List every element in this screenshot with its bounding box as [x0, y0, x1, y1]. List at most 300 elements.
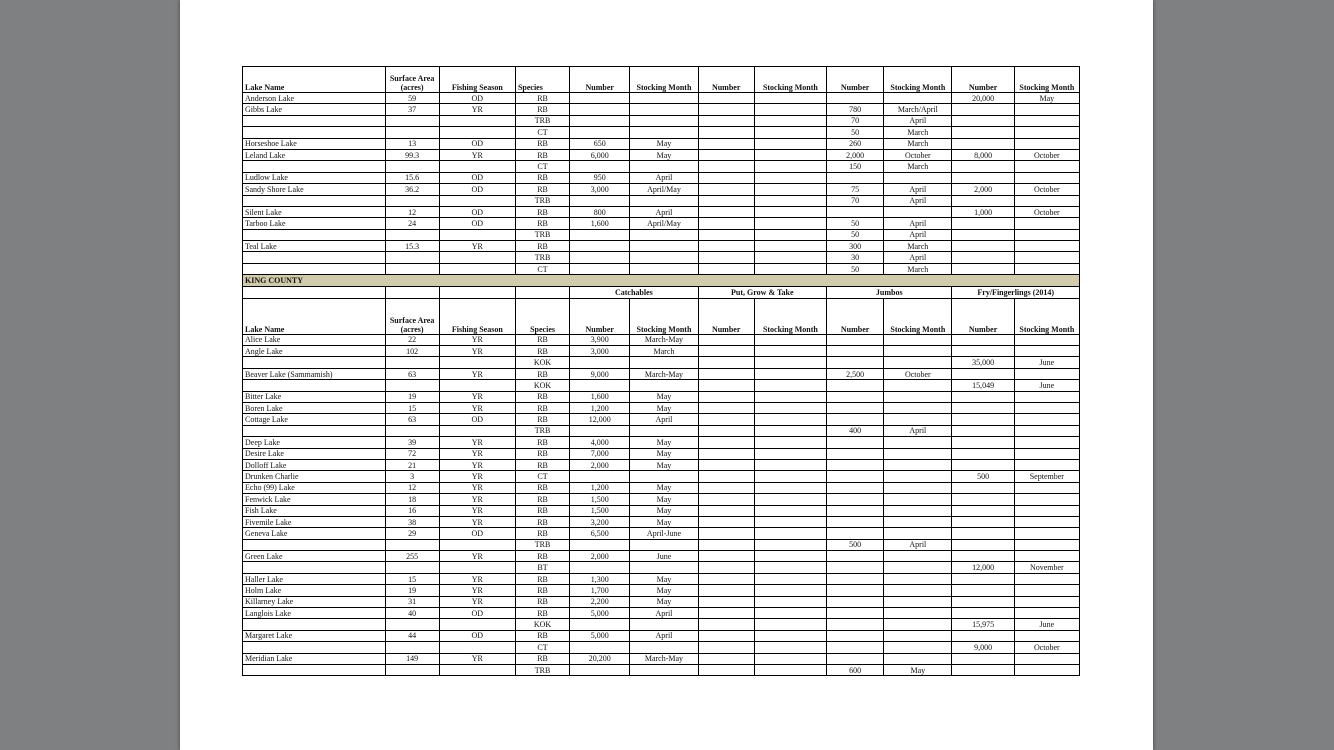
- table-cell: [698, 357, 754, 368]
- table-cell: [570, 93, 630, 104]
- table-cell: [698, 653, 754, 664]
- table-cell: [385, 115, 439, 126]
- table-cell: [754, 138, 826, 149]
- table-cell: [952, 573, 1014, 584]
- table-cell: [698, 664, 754, 675]
- table-cell: [570, 195, 630, 206]
- table-cell: [952, 391, 1014, 402]
- table-cell: [1014, 368, 1079, 379]
- table-cell: [243, 127, 386, 138]
- table-cell: [827, 608, 884, 619]
- table-cell: [630, 127, 698, 138]
- table-row: [243, 229, 1080, 240]
- table-cell: May: [630, 459, 698, 470]
- table-cell: [630, 425, 698, 436]
- table-cell: [1014, 528, 1079, 539]
- table-cell: 19: [385, 585, 439, 596]
- table-cell: [952, 241, 1014, 252]
- table-cell: RB: [515, 437, 569, 448]
- table-cell: 3,000: [570, 346, 630, 357]
- table-cell: Langlois Lake: [243, 608, 386, 619]
- table-cell: BT: [515, 562, 569, 573]
- table-cell: [698, 252, 754, 263]
- table-cell: [827, 630, 884, 641]
- table-cell: RB: [515, 573, 569, 584]
- table-row: [243, 573, 1080, 584]
- table-row: [243, 380, 1080, 391]
- table-cell: [570, 562, 630, 573]
- table-row: [243, 184, 1080, 195]
- table-cell: [630, 252, 698, 263]
- table-cell: YR: [439, 437, 515, 448]
- table-cell: [698, 127, 754, 138]
- table-cell: 59: [385, 93, 439, 104]
- table-cell: [952, 608, 1014, 619]
- table-cell: RB: [515, 653, 569, 664]
- table-cell: [698, 608, 754, 619]
- table-cell: 63: [385, 368, 439, 379]
- header-lake-name: Lake Name: [243, 298, 386, 334]
- table-cell: 30: [827, 252, 884, 263]
- table-cell: YR: [439, 334, 515, 345]
- table-cell: [1014, 437, 1079, 448]
- table-row: [243, 516, 1080, 527]
- table-cell: [754, 437, 826, 448]
- table-cell: [754, 229, 826, 240]
- table-cell: [827, 459, 884, 470]
- table-cell: [754, 516, 826, 527]
- table-cell: April-June: [630, 528, 698, 539]
- group-put-grow-take: Put, Grow & Take: [698, 286, 826, 298]
- group-jumbos: Jumbos: [827, 286, 952, 298]
- table-cell: April: [884, 195, 952, 206]
- table-cell: [1014, 516, 1079, 527]
- table-cell: RB: [515, 93, 569, 104]
- table-cell: 800: [570, 206, 630, 217]
- table-cell: [1014, 218, 1079, 229]
- table-cell: Drunken Charlie: [243, 471, 386, 482]
- table-cell: [884, 471, 952, 482]
- table-cell: 16: [385, 505, 439, 516]
- table-row: [243, 539, 1080, 550]
- table-cell: [952, 551, 1014, 562]
- county-header-row: [243, 275, 1080, 286]
- header-stocking-month: Stocking Month: [884, 298, 952, 334]
- table-cell: 2,000: [827, 149, 884, 160]
- table-cell: [1014, 494, 1079, 505]
- table-body: [243, 67, 1080, 676]
- table-cell: [570, 252, 630, 263]
- table-cell: [243, 115, 386, 126]
- table-cell: CT: [515, 263, 569, 274]
- table-cell: Bitter Lake: [243, 391, 386, 402]
- table-cell: [698, 380, 754, 391]
- table-cell: [698, 149, 754, 160]
- table-cell: May: [630, 505, 698, 516]
- table-cell: RB: [515, 104, 569, 115]
- table-cell: YR: [439, 653, 515, 664]
- table-cell: 149: [385, 653, 439, 664]
- table-cell: [570, 127, 630, 138]
- table-cell: KOK: [515, 357, 569, 368]
- table-cell: 19: [385, 391, 439, 402]
- table-cell: RB: [515, 528, 569, 539]
- header-lake-name: Lake Name: [243, 67, 386, 93]
- table-cell: [439, 357, 515, 368]
- table-cell: 4,000: [570, 437, 630, 448]
- table-cell: [1014, 263, 1079, 274]
- table-cell: [754, 494, 826, 505]
- table-cell: 50: [827, 263, 884, 274]
- table-cell: CT: [515, 471, 569, 482]
- table-cell: KOK: [515, 380, 569, 391]
- table-cell: [570, 619, 630, 630]
- table-cell: [570, 380, 630, 391]
- table-cell: [439, 263, 515, 274]
- table-cell: [243, 357, 386, 368]
- table-cell: [827, 653, 884, 664]
- table-cell: [698, 172, 754, 183]
- header-number: Number: [827, 67, 884, 93]
- table-cell: [630, 380, 698, 391]
- table-cell: [952, 402, 1014, 413]
- table-cell: 1,200: [570, 402, 630, 413]
- table-cell: [754, 218, 826, 229]
- table-cell: [754, 414, 826, 425]
- header-surface-area: Surface Area (acres): [385, 298, 439, 334]
- table-row: [243, 206, 1080, 217]
- table-cell: [827, 357, 884, 368]
- table-cell: [1014, 104, 1079, 115]
- table-cell: [827, 596, 884, 607]
- table-cell: [952, 653, 1014, 664]
- table-cell: [698, 229, 754, 240]
- table-cell: Fenwick Lake: [243, 494, 386, 505]
- table-cell: TRB: [515, 252, 569, 263]
- table-cell: [630, 642, 698, 653]
- table-cell: Sandy Shore Lake: [243, 184, 386, 195]
- table-cell: April: [630, 414, 698, 425]
- table-cell: [952, 263, 1014, 274]
- table-cell: [570, 425, 630, 436]
- table-cell: RB: [515, 414, 569, 425]
- table-cell: [630, 357, 698, 368]
- table-cell: [698, 528, 754, 539]
- header-number: Number: [952, 67, 1014, 93]
- table-cell: [754, 551, 826, 562]
- table-cell: RB: [515, 402, 569, 413]
- table-cell: 18: [385, 494, 439, 505]
- table-cell: TRB: [515, 195, 569, 206]
- table-cell: [754, 334, 826, 345]
- document-page: [180, 0, 1153, 750]
- table-cell: Fish Lake: [243, 505, 386, 516]
- table-cell: October: [884, 368, 952, 379]
- table-cell: March-May: [630, 653, 698, 664]
- table-cell: [884, 596, 952, 607]
- table-cell: 780: [827, 104, 884, 115]
- table-cell: 15,049: [952, 380, 1014, 391]
- table-cell: Echo (99) Lake: [243, 482, 386, 493]
- table-cell: 99.3: [385, 149, 439, 160]
- table-cell: 44: [385, 630, 439, 641]
- table-cell: [698, 437, 754, 448]
- table-cell: 20,000: [952, 93, 1014, 104]
- table-cell: [754, 357, 826, 368]
- table-cell: October: [1014, 149, 1079, 160]
- table-cell: 50: [827, 127, 884, 138]
- table-row: [243, 346, 1080, 357]
- table-row: [243, 241, 1080, 252]
- table-cell: April: [884, 539, 952, 550]
- table-cell: [698, 346, 754, 357]
- table-cell: [827, 505, 884, 516]
- table-cell: October: [1014, 642, 1079, 653]
- table-cell: [243, 263, 386, 274]
- table-cell: Alice Lake: [243, 334, 386, 345]
- table-cell: [570, 229, 630, 240]
- table-row: [243, 653, 1080, 664]
- table-cell: 63: [385, 414, 439, 425]
- table-row: [243, 619, 1080, 630]
- table-cell: [570, 263, 630, 274]
- table-cell: RB: [515, 585, 569, 596]
- table-cell: [754, 380, 826, 391]
- table-cell: [570, 357, 630, 368]
- table-cell: [243, 380, 386, 391]
- table-cell: 31: [385, 596, 439, 607]
- table-cell: [439, 115, 515, 126]
- table-row: [243, 437, 1080, 448]
- table-cell: [952, 195, 1014, 206]
- table-cell: [439, 161, 515, 172]
- table-cell: [570, 642, 630, 653]
- table-cell: [570, 539, 630, 550]
- table-cell: [439, 127, 515, 138]
- table-cell: OD: [439, 414, 515, 425]
- table-row: [243, 471, 1080, 482]
- table-cell: Gibbs Lake: [243, 104, 386, 115]
- table-cell: 39: [385, 437, 439, 448]
- table-row: [243, 528, 1080, 539]
- header-surface-area: Surface Area (acres): [385, 67, 439, 93]
- table-cell: [884, 494, 952, 505]
- table-cell: YR: [439, 241, 515, 252]
- table-cell: [827, 334, 884, 345]
- table-cell: [385, 425, 439, 436]
- table-cell: [952, 539, 1014, 550]
- table-cell: [952, 505, 1014, 516]
- header-row-1: [243, 67, 1080, 93]
- table-cell: 40: [385, 608, 439, 619]
- table-cell: 12: [385, 482, 439, 493]
- table-cell: RB: [515, 608, 569, 619]
- table-cell: [570, 161, 630, 172]
- table-cell: YR: [439, 402, 515, 413]
- table-cell: [439, 380, 515, 391]
- table-cell: 15.6: [385, 172, 439, 183]
- table-cell: 70: [827, 115, 884, 126]
- table-cell: 20,200: [570, 653, 630, 664]
- table-row: [243, 596, 1080, 607]
- table-cell: 8,000: [952, 149, 1014, 160]
- table-cell: [754, 115, 826, 126]
- table-cell: [827, 391, 884, 402]
- table-row: [243, 252, 1080, 263]
- table-cell: May: [630, 482, 698, 493]
- table-cell: 15: [385, 573, 439, 584]
- table-cell: September: [1014, 471, 1079, 482]
- table-cell: May: [1014, 93, 1079, 104]
- table-cell: [952, 596, 1014, 607]
- header-stocking-month: Stocking Month: [1014, 67, 1079, 93]
- table-row: [243, 414, 1080, 425]
- table-cell: [439, 562, 515, 573]
- table-cell: OD: [439, 608, 515, 619]
- table-cell: May: [630, 402, 698, 413]
- table-cell: YR: [439, 346, 515, 357]
- table-cell: RB: [515, 494, 569, 505]
- table-cell: [698, 459, 754, 470]
- table-cell: Haller Lake: [243, 573, 386, 584]
- table-cell: [754, 471, 826, 482]
- table-cell: May: [630, 596, 698, 607]
- table-cell: [1014, 115, 1079, 126]
- table-row: [243, 551, 1080, 562]
- table-cell: Dolloff Lake: [243, 459, 386, 470]
- table-cell: [754, 206, 826, 217]
- table-cell: 1,500: [570, 505, 630, 516]
- table-cell: [754, 482, 826, 493]
- header-stocking-month: Stocking Month: [630, 298, 698, 334]
- table-row: [243, 149, 1080, 160]
- table-cell: [385, 642, 439, 653]
- table-cell: [439, 539, 515, 550]
- table-cell: [385, 127, 439, 138]
- table-cell: [827, 619, 884, 630]
- table-cell: [385, 195, 439, 206]
- table-cell: YR: [439, 459, 515, 470]
- table-cell: [698, 630, 754, 641]
- table-cell: June: [1014, 380, 1079, 391]
- table-cell: April: [630, 608, 698, 619]
- table-row: [243, 630, 1080, 641]
- table-cell: [754, 528, 826, 539]
- table-cell: Margaret Lake: [243, 630, 386, 641]
- header-number: Number: [952, 298, 1014, 334]
- table-cell: [630, 664, 698, 675]
- table-cell: 75: [827, 184, 884, 195]
- table-cell: [1014, 172, 1079, 183]
- table-cell: [754, 664, 826, 675]
- table-cell: 1,300: [570, 573, 630, 584]
- table-cell: OD: [439, 218, 515, 229]
- table-cell: [754, 346, 826, 357]
- table-cell: May: [630, 138, 698, 149]
- table-cell: [243, 195, 386, 206]
- table-cell: April: [630, 630, 698, 641]
- table-cell: 2,200: [570, 596, 630, 607]
- table-cell: March: [630, 346, 698, 357]
- table-cell: 22: [385, 334, 439, 345]
- table-cell: [754, 127, 826, 138]
- table-cell: [243, 229, 386, 240]
- table-cell: [385, 252, 439, 263]
- header-row-2: [243, 298, 1080, 334]
- table-cell: [1014, 596, 1079, 607]
- table-cell: Silent Lake: [243, 206, 386, 217]
- table-cell: [952, 218, 1014, 229]
- table-cell: [698, 414, 754, 425]
- header-fishing-season: Fishing Season: [439, 67, 515, 93]
- table-cell: [827, 494, 884, 505]
- table-cell: RB: [515, 346, 569, 357]
- table-cell: [1014, 127, 1079, 138]
- table-cell: 9,000: [570, 368, 630, 379]
- table-cell: YR: [439, 448, 515, 459]
- table-cell: [243, 642, 386, 653]
- table-cell: May: [884, 664, 952, 675]
- table-cell: TRB: [515, 425, 569, 436]
- table-cell: 5,000: [570, 608, 630, 619]
- table-cell: [952, 630, 1014, 641]
- table-cell: [385, 562, 439, 573]
- table-cell: RB: [515, 218, 569, 229]
- table-cell: [698, 585, 754, 596]
- table-row: [243, 334, 1080, 345]
- table-cell: [243, 161, 386, 172]
- table-row: [243, 448, 1080, 459]
- table-cell: 1,600: [570, 391, 630, 402]
- table-cell: [698, 263, 754, 274]
- table-cell: 15.3: [385, 241, 439, 252]
- table-cell: [439, 252, 515, 263]
- table-cell: June: [630, 551, 698, 562]
- table-cell: April: [630, 206, 698, 217]
- table-cell: [698, 368, 754, 379]
- table-cell: 255: [385, 551, 439, 562]
- table-cell: [952, 138, 1014, 149]
- table-cell: OD: [439, 172, 515, 183]
- table-cell: [754, 195, 826, 206]
- table-cell: May: [630, 573, 698, 584]
- table-cell: OD: [439, 528, 515, 539]
- table-cell: YR: [439, 505, 515, 516]
- table-cell: [385, 539, 439, 550]
- table-cell: RB: [515, 459, 569, 470]
- table-cell: March/April: [884, 104, 952, 115]
- table-cell: [827, 551, 884, 562]
- table-cell: [1014, 425, 1079, 436]
- table-row: [243, 494, 1080, 505]
- table-cell: [698, 505, 754, 516]
- table-cell: March-May: [630, 368, 698, 379]
- table-cell: [243, 562, 386, 573]
- table-cell: [827, 93, 884, 104]
- table-cell: RB: [515, 630, 569, 641]
- table-cell: [952, 585, 1014, 596]
- header-number: Number: [570, 67, 630, 93]
- table-cell: 2,500: [827, 368, 884, 379]
- table-cell: 3,200: [570, 516, 630, 527]
- table-cell: [439, 195, 515, 206]
- table-cell: 6,500: [570, 528, 630, 539]
- table-row: [243, 115, 1080, 126]
- table-cell: RB: [515, 172, 569, 183]
- table-cell: [698, 482, 754, 493]
- header-number: Number: [827, 298, 884, 334]
- table-cell: [952, 368, 1014, 379]
